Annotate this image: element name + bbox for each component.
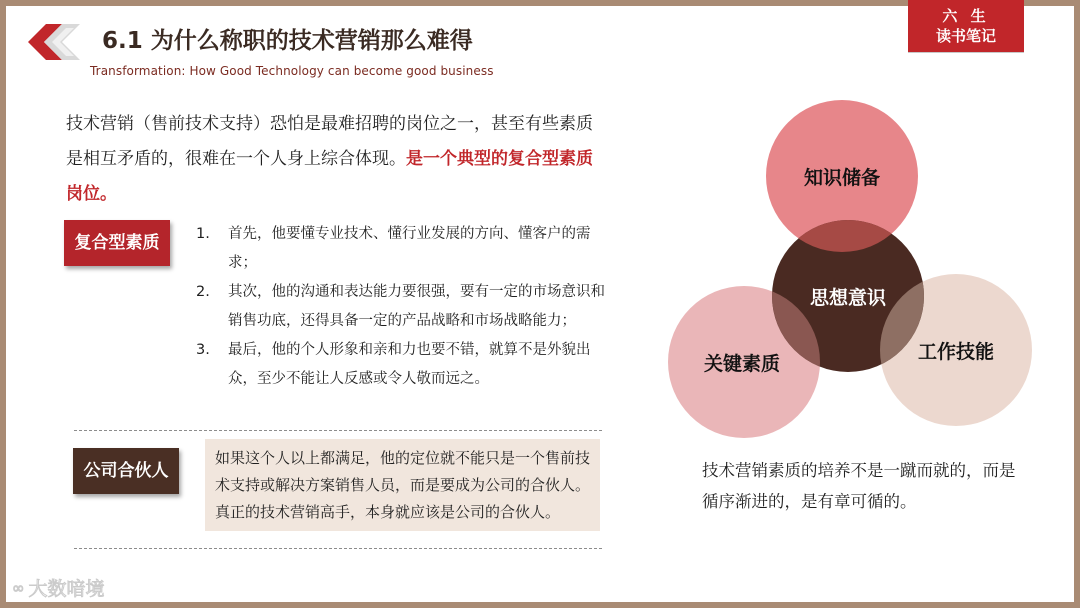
composite-tag: 复合型素质: [64, 220, 170, 266]
watermark-icon: ∞: [12, 578, 25, 597]
list-item-number: 3.: [196, 342, 210, 358]
venn-diagram: [660, 100, 1040, 445]
badge-line-2: 读书笔记: [935, 27, 996, 45]
list-item-number: 2.: [196, 284, 210, 300]
divider-top: [74, 430, 602, 431]
page-subtitle: Transformation: How Good Technology can become good business: [90, 64, 494, 78]
composite-points-list: [196, 220, 606, 394]
watermark: [12, 574, 105, 601]
intro-highlight: 是一个典型的复合型素质岗位。: [66, 149, 593, 204]
list-item-number: 1.: [196, 226, 210, 242]
intro-paragraph: [66, 107, 606, 212]
venn-label-left: 关键素质: [703, 353, 781, 375]
partner-description: 如果这个人以上都满足，他的定位就不能只是一个售前技术支持或解决方案销售人员，而是要成为公司的合伙人。真正的技术营销高手，本身就应该是公司的合伙人。: [205, 439, 600, 531]
list-item: [196, 278, 606, 336]
venn-label-right: 工作技能: [917, 341, 995, 363]
divider-bottom: [74, 548, 602, 549]
venn-caption: 技术营销素质的培养不是一蹴而就的，而是循序渐进的，是有章可循的。: [702, 461, 1016, 511]
list-item: [196, 336, 606, 394]
list-item-text: 其次，他的沟通和表达能力要很强，要有一定的市场意识和销售功底，还得具备一定的产品战略和市场战略能力；: [228, 284, 605, 329]
venn-label-center: 思想意识: [809, 287, 887, 309]
list-item: [196, 220, 606, 278]
page-title: 6.1 为什么称职的技术营销那么难得: [102, 28, 473, 54]
partner-tag: 公司合伙人: [73, 448, 179, 494]
list-item-text: 最后，他的个人形象和亲和力也要不错，就算不是外貌出众，至少不能让人反感或令人敬而远之。: [228, 342, 591, 387]
logo-icon: [22, 18, 86, 66]
badge-line-1: 六 生: [942, 7, 990, 25]
brand-badge: [908, 0, 1024, 52]
watermark-text: 大数喑境: [28, 578, 105, 600]
venn-label-top: 知识储备: [803, 167, 881, 189]
intro-text: 技术营销（售前技术支持）恐怕是最难招聘的岗位之一，甚至有些素质是相互矛盾的，很难在一个人身上综合体现。: [66, 114, 593, 169]
list-item-text: 首先，他要懂专业技术、懂行业发展的方向、懂客户的需求；: [228, 226, 591, 271]
